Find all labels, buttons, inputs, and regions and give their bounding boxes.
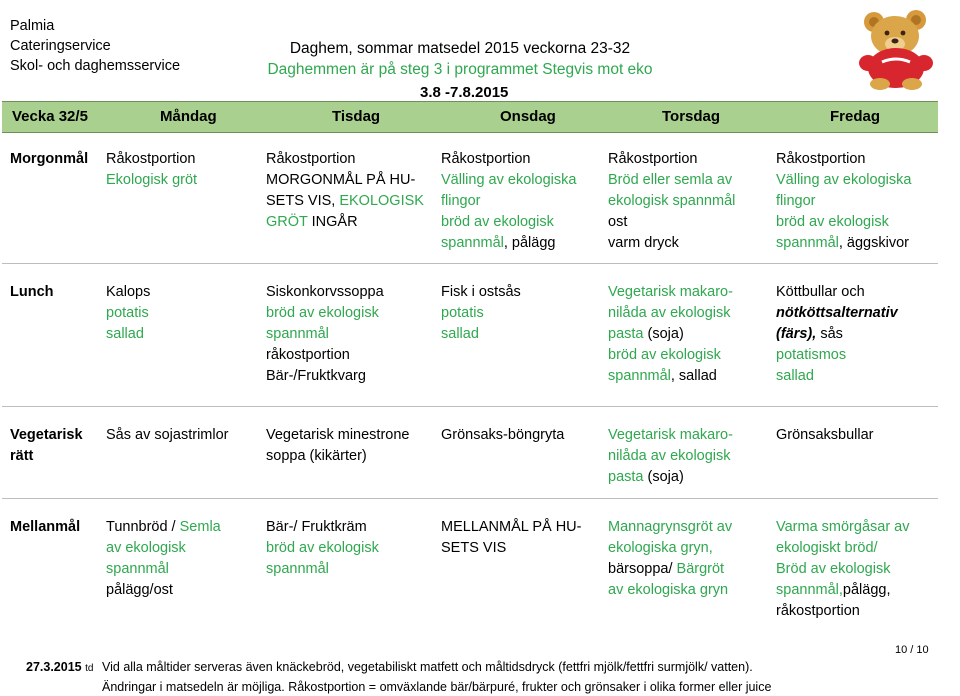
row-label-lunch: Lunch [2, 263, 100, 406]
page-title: Daghem, sommar matsedel 2015 veckorna 23-32 [289, 40, 631, 57]
table-row [2, 498, 938, 636]
table-row [2, 406, 938, 498]
cell-lunch-thu: Vegetarisk makaro- nilåda av ekologisk pasta (soja) bröd av ekologisk spannmål, sallad [602, 263, 770, 406]
cell-mellan-wed: MELLANMÅL PÅ HU- SETS VIS [435, 498, 602, 636]
day-header-mon: Måndag [160, 108, 217, 125]
row-label-morgonmal: Morgonmål [10, 151, 89, 167]
cell-morgon-wed: Råkostportion Välling av ekologiska flingor bröd av ekologisk spannmål, pålägg [441, 151, 577, 251]
cell-veg-mon: Sås av sojastrimlor [100, 406, 260, 498]
header-center [250, 38, 670, 80]
page-number: 10 / 10 [895, 644, 929, 656]
cell-veg-fri: Grönsaksbullar [770, 406, 938, 498]
cell-mellan-fri: Varma smörgåsar av ekologiskt bröd/ Bröd av ekologisk spannmål,pålägg, råkostportion [770, 498, 938, 636]
footer-note-1: Vid alla måltider serveras även knäckebröd, vegetabiliskt matfett och måltidsdryck (fettfri mjölk/fettfri surmjölk/ vatten). [102, 660, 753, 674]
table-row [2, 263, 938, 406]
day-header-tue: Tisdag [332, 108, 381, 125]
footer-date: 27.3.2015 td [26, 660, 94, 674]
cell-lunch-tue: Siskonkorvssoppa bröd av ekologisk spannmål råkostportion Bär-/Fruktkvarg [260, 263, 435, 406]
cell-lunch-wed: Fisk i ostsås potatis sallad [435, 263, 602, 406]
cell-mellan-mon: Tunnbröd / Semla av ekologisk spannmål pålägg/ost [100, 498, 260, 636]
cell-mellan-thu: Mannagrynsgröt av ekologiska gryn, bärsoppa/ Bärgröt av ekologiska gryn [602, 498, 770, 636]
dept-name: Skol- och daghemsservice [10, 58, 181, 74]
cell-lunch-mon: Kalops potatis sallad [100, 263, 260, 406]
cell-morgon-thu: Råkostportion Bröd eller semla av ekologisk spannmål ost varm dryck [608, 151, 736, 251]
cell-veg-wed: Grönsaks-böngryta [435, 406, 602, 498]
week-header [2, 101, 938, 133]
footer-note-2: Ändringar i matsedeln är möjliga. Råkostportion = omväxlande bär/bärpuré, frukter och grönsaker i olika former eller juice [102, 680, 772, 694]
cell-veg-tue: Vegetarisk minestrone soppa (kikärter) [260, 406, 435, 498]
menu-table [2, 131, 938, 636]
day-header-fri: Fredag [830, 108, 881, 125]
cell-lunch-fri: Köttbullar och nötköttsalternativ (färs), sås potatismos sallad [770, 263, 938, 406]
header-left [10, 16, 180, 76]
teddy-bear-icon [852, 8, 940, 90]
day-header-wed: Onsdag [500, 108, 556, 125]
week-label: Vecka 32/5 [12, 108, 88, 125]
cell-mellan-tue: Bär-/ Fruktkräm bröd av ekologisk spannmål [260, 498, 435, 636]
cell-morgon-tue: Råkostportion MORGONMÅL PÅ HU- SETS VIS, EKOLOGISK GRÖT INGÅR [266, 151, 424, 230]
org-name: Palmia [10, 18, 55, 34]
row-label-vegetarisk-ratt: Vegetarisk rätt [2, 406, 100, 498]
unit-name: Cateringservice [10, 38, 111, 54]
cell-morgon-fri: Råkostportion Välling av ekologiska flingor bröd av ekologisk spannmål, äggskivor [776, 151, 912, 251]
table-row [2, 131, 938, 263]
page-subtitle: Daghemmen är på steg 3 i programmet Stegvis mot eko [267, 61, 653, 78]
row-label-mellanmal: Mellanmål [2, 498, 100, 636]
cell-veg-thu: Vegetarisk makaro- nilåda av ekologisk pasta (soja) [602, 406, 770, 498]
date-range: 3.8 -7.8.2015 [420, 84, 509, 101]
day-header-thu: Torsdag [662, 108, 721, 125]
cell-morgon-mon: Råkostportion Ekologisk gröt [106, 151, 198, 188]
